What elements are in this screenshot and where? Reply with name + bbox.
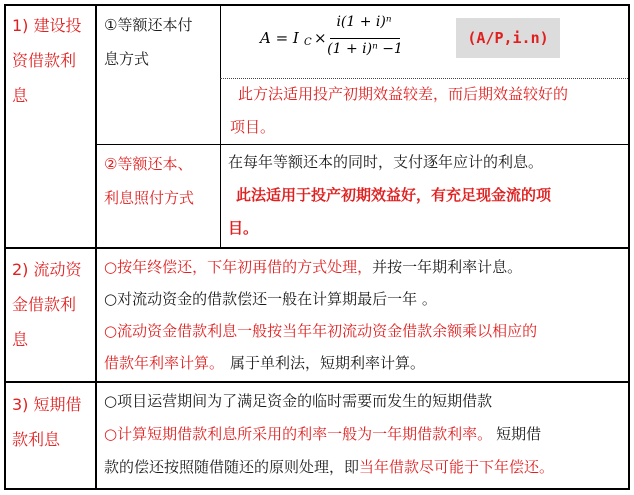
formula-numerator: i(1 + i)ⁿ xyxy=(336,14,392,30)
table-border-bottom xyxy=(4,488,630,490)
formula-denominator: (1 + i)ⁿ −1 xyxy=(327,41,403,57)
short-term-content xyxy=(104,385,626,484)
short-term-line-1: ○项目运营期间为了满足资金的临时需要而发生的短期借款 xyxy=(104,392,493,410)
method-1-note: 此方法适用投产初期效益较差，而后期效益较好的 项目。 xyxy=(230,85,569,136)
working-capital-line-4-red: 借款年利率计算。 xyxy=(104,354,225,372)
formula-times: × xyxy=(314,29,327,47)
working-capital-line-2: ○对流动资金的借款偿还一般在计算期最后一年 。 xyxy=(104,290,437,308)
method-2-note: 此法适用于投产初期效益好，有充足现金流的项 目。 xyxy=(228,186,552,237)
short-term-line-3-black: 款的偿还按照随借随还的原则处理，即 xyxy=(104,458,360,476)
working-capital-line-3: ○流动资金借款利息一般按当年年初流动资金借款余额乘以相应的 xyxy=(104,322,538,340)
short-term-line-2-red: ○计算短期借款利息所采用的利率一般为一年期借款利率。 xyxy=(104,425,493,443)
row-label-short-term: 3) 短期借 款利息 xyxy=(12,395,82,449)
method-2-name: ②等额还本、 利息照付方式 xyxy=(104,155,195,207)
working-capital-line-4-black: 属于单利法，短期利率计算。 xyxy=(230,354,426,372)
method-1-name: ①等额还本付 息方式 xyxy=(104,16,193,68)
table-border-top xyxy=(4,4,630,6)
interest-table xyxy=(4,4,630,490)
row-divider-2 xyxy=(4,381,630,383)
row-divider-1 xyxy=(4,247,630,249)
short-term-line-3-red: 当年借款尽可能于下年偿还。 xyxy=(359,458,555,476)
working-capital-line-1-tail: 并按一年期利率计息。 xyxy=(372,258,523,276)
formula-lhs: A = I xyxy=(260,29,299,47)
short-term-line-2-black: 短期借 xyxy=(496,425,542,443)
row-label-working-capital: 2) 流动资 金借款利 息 xyxy=(12,260,82,349)
row-label-construction: 1) 建设投 资借款利 息 xyxy=(12,16,82,105)
working-capital-content xyxy=(104,251,626,379)
formula-fraction-bar xyxy=(330,38,400,39)
annuity-factor-badge: (A/P,i.n) xyxy=(456,18,560,58)
column-divider-label xyxy=(95,4,97,490)
formula-subscript: C xyxy=(304,37,312,48)
method-2-description: 在每年等额还本的同时，支付逐年应计的利息。 xyxy=(228,153,544,171)
working-capital-line-1: ○按年终偿还，下年初再借的方式处理， xyxy=(104,258,373,276)
method-row-divider xyxy=(95,144,630,145)
column-divider-method xyxy=(220,4,221,247)
